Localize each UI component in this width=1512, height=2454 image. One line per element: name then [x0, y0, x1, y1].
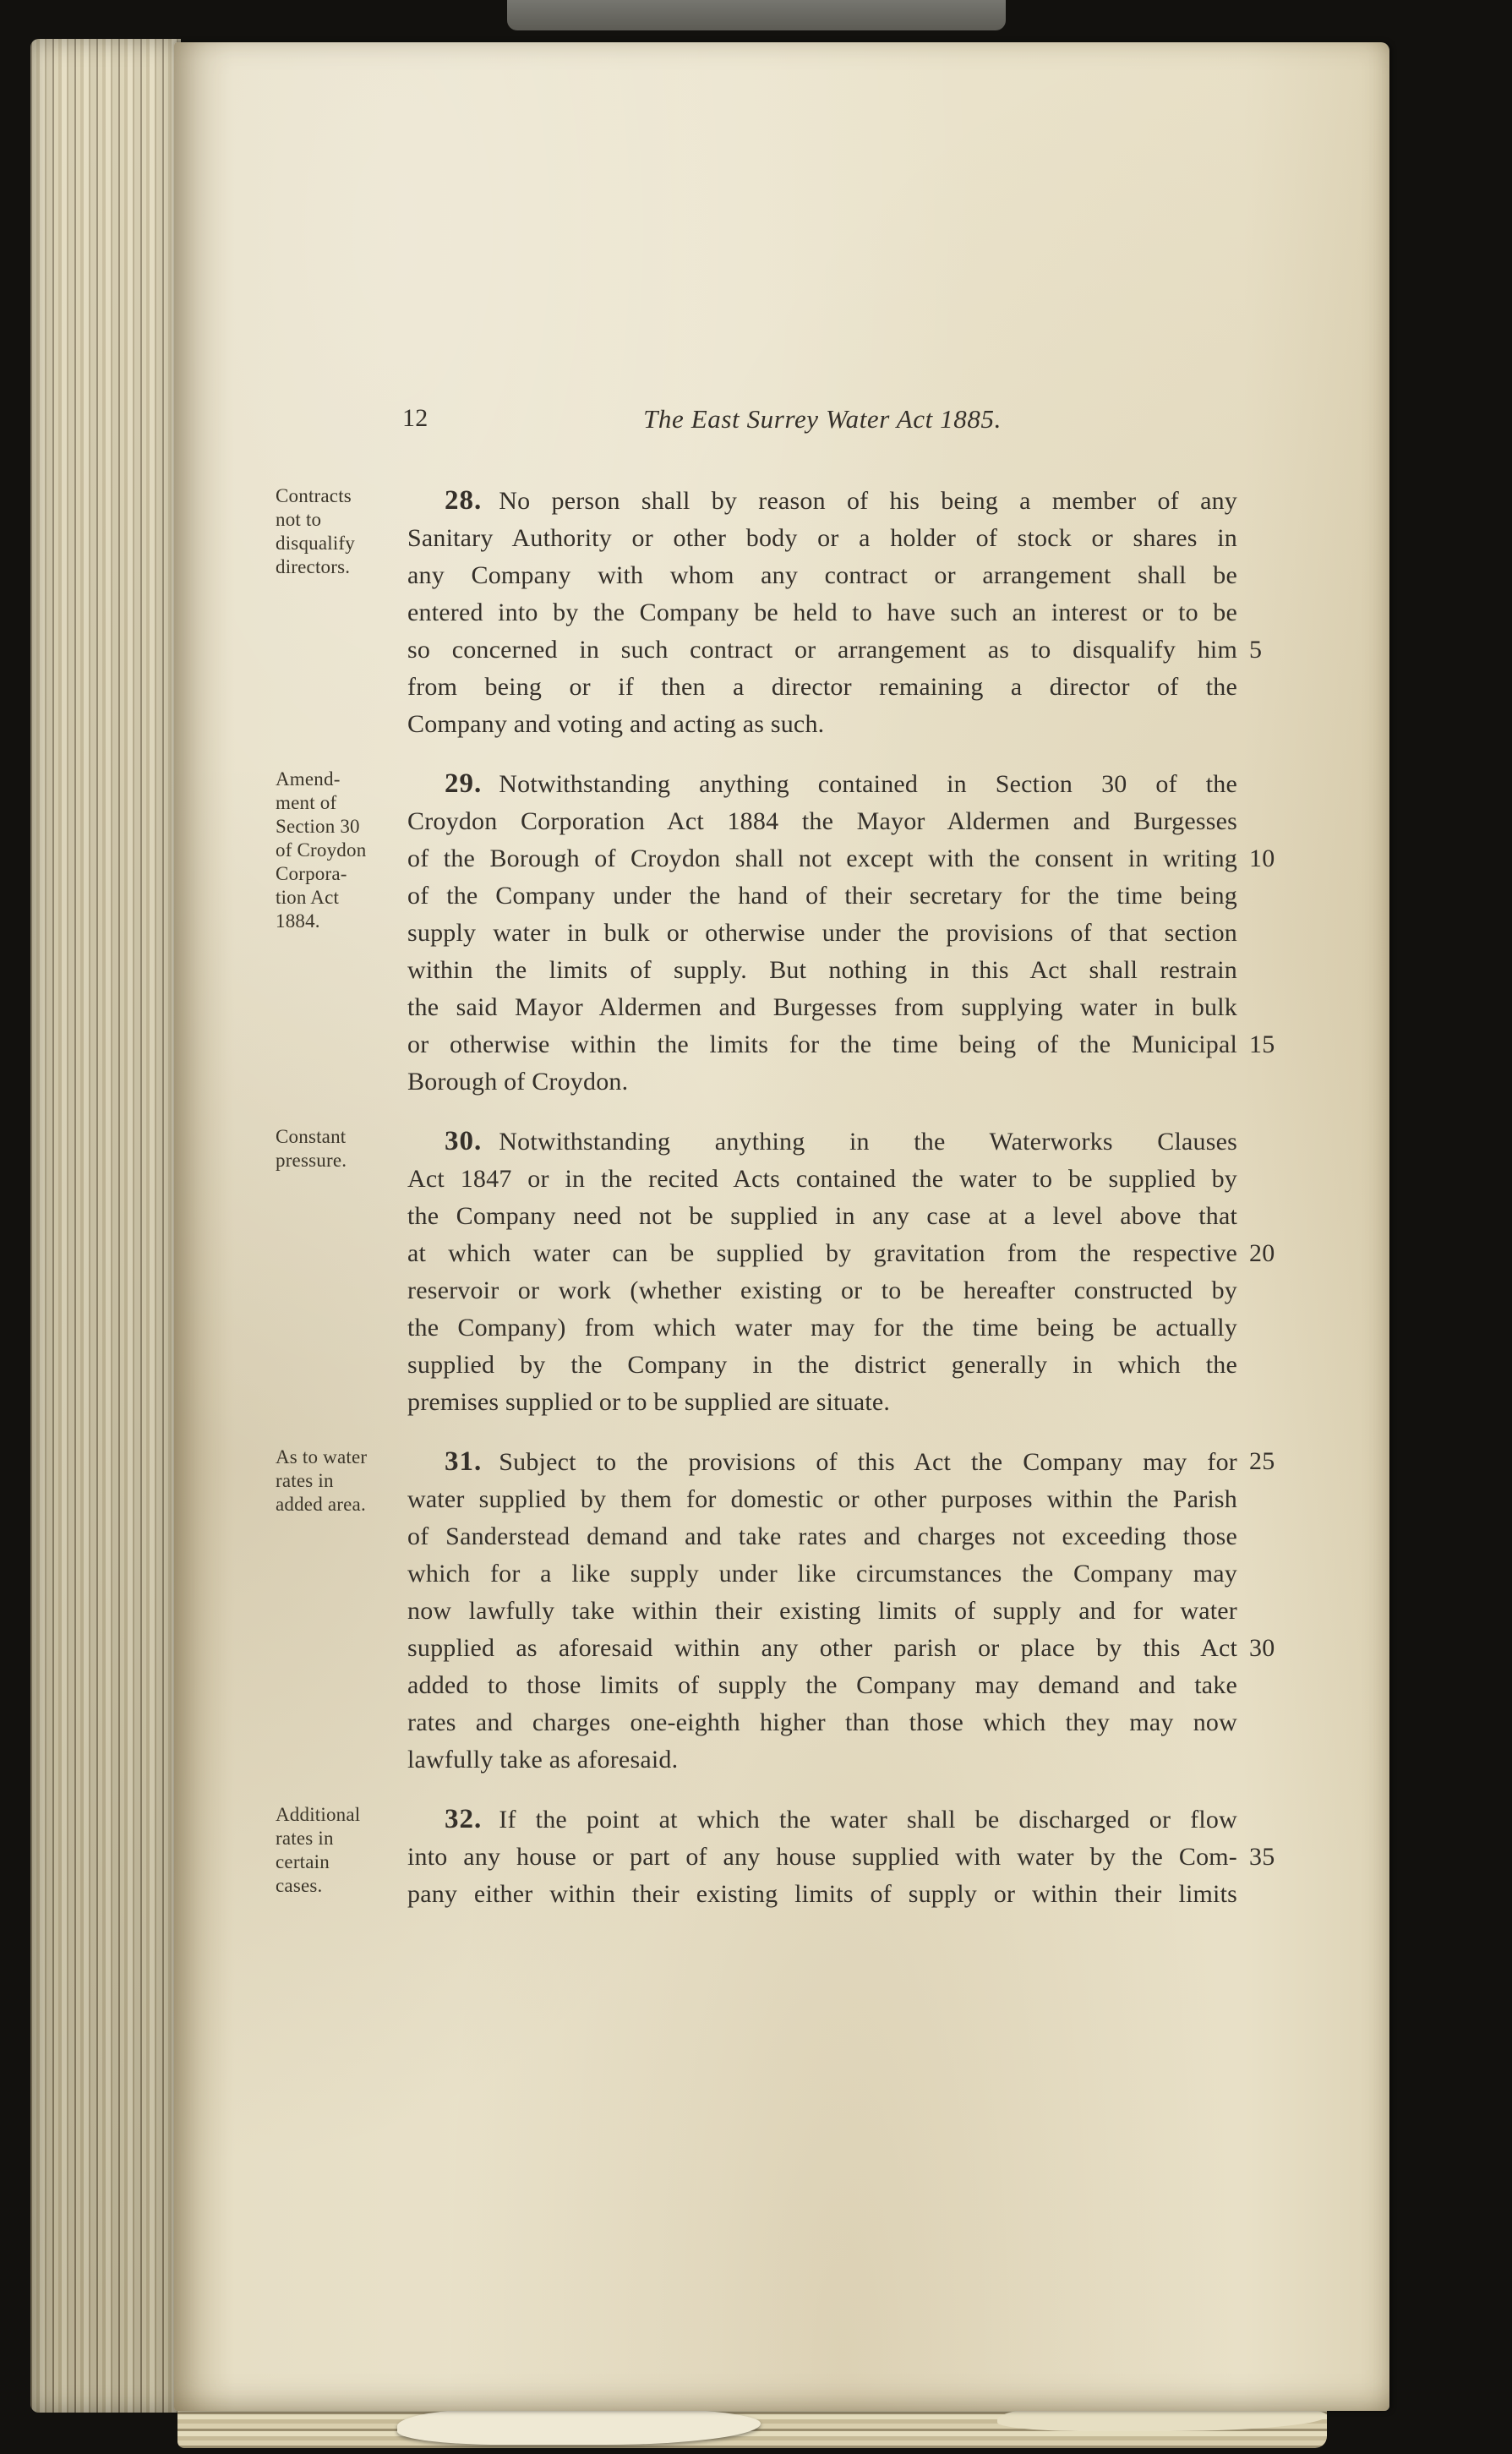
- body-line: 31. Subject to the provisions of this Act the Company may for 25: [407, 1443, 1237, 1481]
- body-line: the Company) from which water may for the time being be actually: [407, 1314, 1237, 1342]
- margin-note-line: not to: [276, 509, 322, 530]
- body-line: so concerned in such contract or arrangement as to disqualify him 5: [407, 631, 1237, 669]
- body-line: within the limits of supply. But nothing in this Act shall restrain: [407, 956, 1237, 984]
- margin-note-line: tion Act: [276, 887, 340, 908]
- body-line: premises supplied or to be supplied are situate.: [407, 1388, 891, 1416]
- body-line: which for a like supply under like circumstances the Company may: [407, 1560, 1237, 1588]
- margin-note: [276, 1803, 402, 1898]
- body-line: the said Mayor Aldermen and Burgesses from supplying water in bulk: [407, 993, 1237, 1021]
- line-number: 10: [1249, 844, 1275, 872]
- body-line: lawfully take as aforesaid.: [407, 1746, 679, 1774]
- body-line: entered into by the Company be held to have such an interest or to be: [407, 598, 1237, 626]
- section-number: 31.: [445, 1446, 483, 1477]
- body-line: of the Company under the hand of their secretary for the time being: [407, 882, 1237, 910]
- body-line: Croydon Corporation Act 1884 the Mayor Aldermen and Burgesses: [407, 807, 1237, 835]
- margin-note-line: Contracts: [276, 485, 352, 506]
- margin-note-line: 1884.: [276, 910, 320, 932]
- body-line: Sanitary Authority or other body or a holder of stock or shares in: [407, 524, 1237, 552]
- body-line: 29. Notwithstanding anything contained in Section 30 of the: [445, 768, 1237, 799]
- line-number: 5: [1249, 636, 1263, 664]
- margin-note-line: Corpora-: [276, 863, 347, 884]
- section-number: 32.: [445, 1804, 483, 1834]
- line-number: 20: [1249, 1239, 1275, 1267]
- line-number: 30: [1249, 1634, 1275, 1662]
- margin-note-line: of Croydon: [276, 839, 367, 861]
- act-section-28: [276, 482, 1263, 743]
- act-section-31: [276, 1443, 1275, 1779]
- margin-note: [276, 1446, 402, 1517]
- page-header: [402, 404, 1237, 441]
- body-line: added to those limits of supply the Company may demand and take: [407, 1671, 1237, 1699]
- margin-note: [276, 768, 402, 933]
- body-line: 30. Notwithstanding anything in the Waterworks Clauses: [445, 1126, 1237, 1156]
- body-line: into any house or part of any house supplied with water by the Com- 35: [407, 1839, 1237, 1876]
- body-line: now lawfully take within their existing limits of supply and for water: [407, 1597, 1237, 1625]
- section-number: 30.: [445, 1126, 483, 1156]
- act-section-29: [276, 765, 1275, 1101]
- body-line: supplied as aforesaid within any other parish or place by this Act 30: [407, 1630, 1237, 1667]
- page-stack-left-edge: [30, 39, 181, 2413]
- margin-note-line: Additional: [276, 1804, 361, 1825]
- act-section-32: [276, 1801, 1275, 1913]
- body-line: supplied by the Company in the district generally in which the: [407, 1351, 1237, 1379]
- margin-note-line: cases.: [276, 1875, 323, 1896]
- body-line: water supplied by them for domestic or other purposes within the Parish: [407, 1485, 1237, 1513]
- line-number: 35: [1249, 1843, 1275, 1871]
- margin-note-line: disqualify: [276, 533, 355, 554]
- body-line: Act 1847 or in the recited Acts contained the water to be supplied by: [407, 1165, 1237, 1193]
- margin-note-line: directors.: [276, 556, 351, 577]
- book-page: [174, 42, 1389, 2411]
- page-number-label: 12: [402, 404, 428, 432]
- margin-note-line: certain: [276, 1851, 330, 1872]
- act-section-30: [276, 1123, 1275, 1421]
- section-number: 29.: [445, 768, 483, 799]
- body-line: any Company with whom any contract or arrangement shall be: [407, 561, 1237, 589]
- body-line: Borough of Croydon.: [407, 1068, 629, 1096]
- body-line: the Company need not be supplied in any case at a level above that: [407, 1202, 1237, 1230]
- body-line: reservoir or work (whether existing or to be hereafter constructed by: [407, 1276, 1237, 1304]
- margin-note-line: ment of: [276, 792, 337, 813]
- margin-note-line: Section 30: [276, 816, 360, 837]
- body-line: of Sanderstead demand and take rates and charges not exceeding those: [407, 1522, 1237, 1550]
- body-line: 28. No person shall by reason of his being a member of any: [445, 485, 1237, 516]
- margin-note-line: Amend-: [276, 768, 341, 790]
- book-cloth-top-edge: [507, 0, 1006, 30]
- page-title: The East Surrey Water Act 1885.: [643, 404, 1002, 434]
- page-content: [276, 404, 1275, 1913]
- margin-note: [276, 1125, 402, 1172]
- margin-note-line: rates in: [276, 1828, 334, 1849]
- body-line: of the Borough of Croydon shall not except with the consent in writing 10: [407, 840, 1237, 877]
- section-number: 28.: [445, 485, 483, 516]
- body-line: at which water can be supplied by gravitation from the respective 20: [407, 1235, 1237, 1272]
- margin-note-line: rates in: [276, 1470, 334, 1491]
- body-line: 32. If the point at which the water shall be discharged or flow: [445, 1804, 1237, 1834]
- body-line: supply water in bulk or otherwise under the provisions of that section: [407, 919, 1237, 947]
- margin-note-line: added area.: [276, 1494, 366, 1515]
- margin-note: [276, 484, 402, 579]
- line-number: 25: [1249, 1447, 1275, 1475]
- body-line: Company and voting and acting as such.: [407, 710, 825, 738]
- body-line: or otherwise within the limits for the time being of the Municipal 15: [407, 1026, 1237, 1063]
- body-line: pany either within their existing limits of supply or within their limits: [407, 1880, 1237, 1908]
- body-line: rates and charges one-eighth higher than those which they may now: [407, 1708, 1237, 1736]
- margin-note-line: As to water: [276, 1446, 368, 1467]
- line-number: 15: [1249, 1030, 1275, 1058]
- margin-note-line: Constant: [276, 1126, 347, 1147]
- margin-note-line: pressure.: [276, 1150, 347, 1171]
- sections: [276, 482, 1275, 1913]
- torn-page-edge: [397, 2408, 761, 2445]
- body-line: from being or if then a director remaining a director of the: [407, 673, 1237, 701]
